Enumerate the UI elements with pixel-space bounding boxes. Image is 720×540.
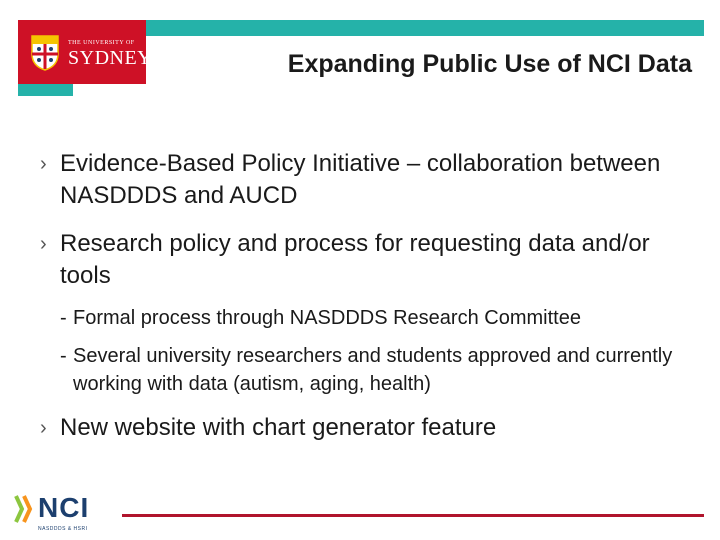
nci-logo-subtext: NASDDDS & HSRI bbox=[38, 526, 88, 532]
bullet-new-website bbox=[38, 412, 698, 444]
sub-bullet-text: Several university researchers and students approved and currently working with data (autism, aging, health) bbox=[73, 345, 673, 395]
sub-bullet-marker: - bbox=[60, 345, 67, 367]
bullet-evidence-based bbox=[38, 148, 698, 212]
sub-bullet-text: Formal process through NASDDDS Research Committee bbox=[73, 307, 581, 329]
crest-icon bbox=[30, 32, 60, 72]
bullet-text: Research policy and process for requesting data and/or tools bbox=[60, 230, 650, 289]
bullet-marker: › bbox=[40, 417, 47, 439]
sub-bullet-researchers bbox=[38, 342, 698, 398]
logo-big-text: SYDNEY bbox=[68, 47, 153, 69]
bullet-marker: › bbox=[40, 153, 47, 175]
title-box bbox=[73, 36, 704, 96]
sub-bullet-marker: - bbox=[60, 307, 67, 329]
bullet-marker: › bbox=[40, 233, 47, 255]
bullet-research-policy bbox=[38, 228, 698, 292]
nci-logo bbox=[6, 490, 116, 540]
slide-title: Expanding Public Use of NCI Data bbox=[287, 50, 692, 78]
logo-small-text: THE UNIVERSITY OF bbox=[68, 40, 135, 46]
sub-bullet-formal-process bbox=[38, 304, 698, 332]
nci-logo-text: NCI bbox=[38, 492, 90, 523]
university-logo bbox=[18, 20, 153, 84]
bullet-text: New website with chart generator feature bbox=[60, 414, 497, 441]
bullet-text: Evidence-Based Policy Initiative – collaboration between NASDDDS and AUCD bbox=[60, 150, 661, 209]
footer-rule bbox=[122, 514, 704, 517]
slide-content bbox=[38, 148, 698, 460]
nci-chevron-icon bbox=[12, 494, 36, 524]
